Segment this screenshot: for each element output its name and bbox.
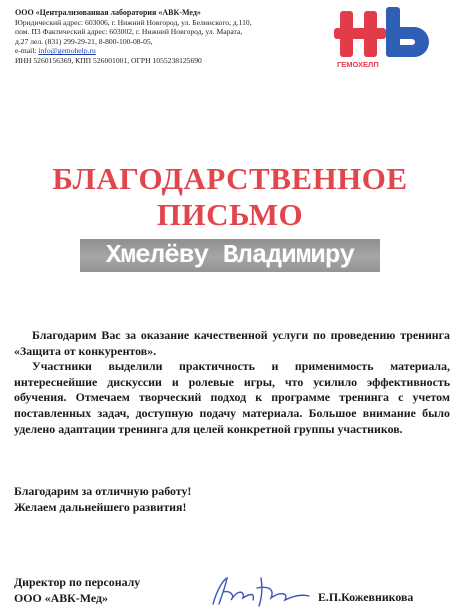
closing-line-2: Желаем дальнейшего развития! [14,500,187,514]
logo-text: ГЕМОХЕЛП [337,60,379,69]
email-label: e-mail: [15,46,39,56]
handwritten-signature [205,570,315,610]
signatory-name: Е.П.Кожевникова [318,590,414,604]
signatory-company: ООО «АВК-Мед» [14,591,108,605]
recipient-banner [80,239,380,272]
address-line-2: пом. П3 Фактический адрес: 603002, г. Нижний Новгород, ул. Марата, [15,27,243,37]
address-line-1: Юридический адрес: 603006, г. Нижний Новгород, ул. Белинского, д.110, [15,17,252,27]
letterhead [15,8,315,66]
registration-ids: ИНН 5260156369, КПП 526001001, ОГРН 1055238125690 [15,55,202,65]
closing-wishes [14,483,191,515]
plus-mark [334,11,386,57]
b-mark [386,7,429,57]
recipient-name: Хмелёву Владимиру [105,240,355,270]
closing-line-1: Благодарим за отличную работу! [14,484,192,498]
signatory-block [14,574,140,606]
letter-body [14,328,450,437]
letter-title-line-2: ПИСЬМО [156,197,304,232]
letter-title-line-1: БЛАГОДАРСТВЕННОЕ [52,161,408,196]
signatory-position: Директор по персоналу [14,575,141,589]
email-link[interactable]: info@gemohelp.ru [38,46,96,56]
organization-name: ООО «Централизованная лаборатория «АВК-Мед» [15,8,201,17]
gemohelp-logo [334,7,442,71]
email-line [15,46,315,56]
address-line-3: д.27 лел. (831) 299-29-21, 8-800-100-08-05, [15,36,153,46]
body-paragraph-2: Участники выделили практичность и применимость материала, интереснейшие дискуссии и ролевые игры, что усилило эффективность обучения. Отмечаем творческий подход к программе тренинга с учетом поставленных задач, доступную подачу материала. Большое внимание было уделено адаптации тренинга для целей конкретной группы участников. [14,359,450,436]
body-paragraph-1: Благодарим Вас за оказание качественной услуги по проведению тренинга «Защита от конкурентов». [14,328,450,358]
